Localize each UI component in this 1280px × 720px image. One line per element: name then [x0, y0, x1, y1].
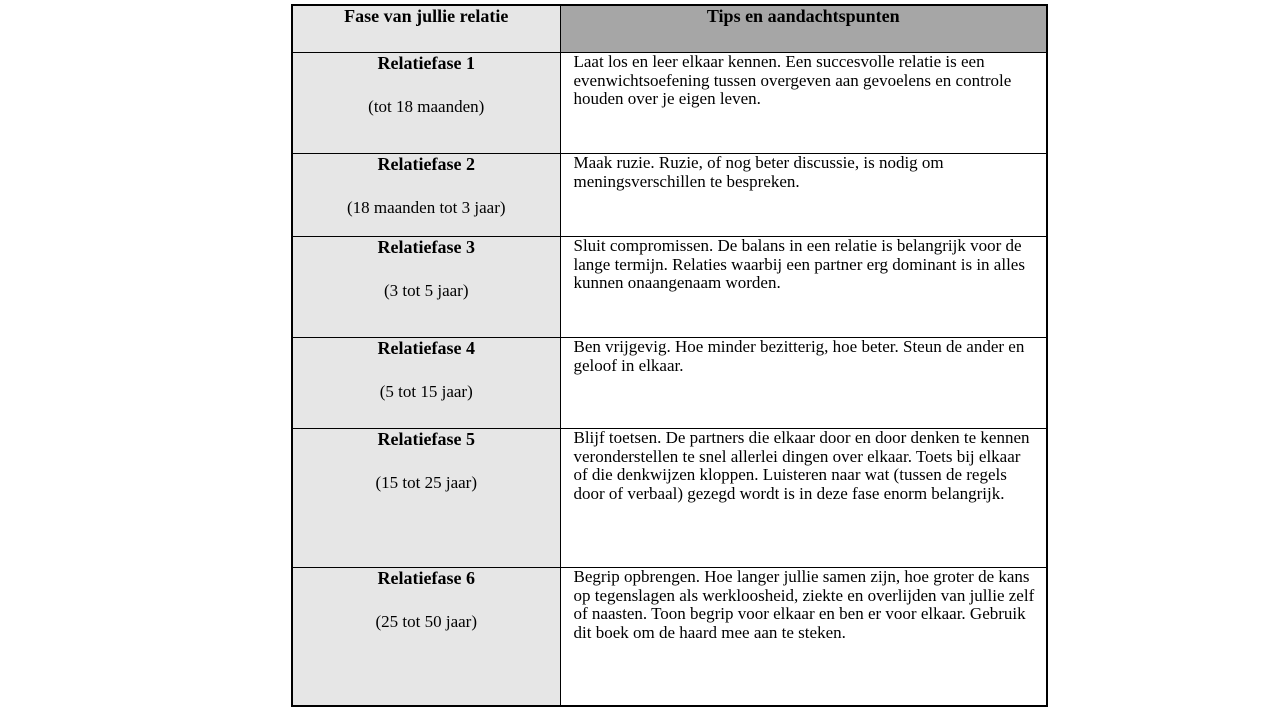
tips-text: Maak ruzie. Ruzie, of nog beter discussie, is nodig om meningsverschillen te bespreken. [573, 153, 944, 191]
tips-cell [560, 429, 1047, 568]
tips-text: Blijf toetsen. De partners die elkaar door en door denken te kennen veronderstellen te snel allerlei dingen over elkaar. Toets bij elkaar of die denkwijzen kloppen. Luisteren naar wat (tussen de regels door of verbaal) gezegd wordt is in deze fase enorm belangrijk. [573, 428, 1030, 503]
tips-cell [560, 338, 1047, 429]
phase-period: (3 tot 5 jaar) [384, 281, 469, 300]
table-header-row [292, 5, 1047, 53]
phase-cell [292, 154, 560, 237]
phase-title: Relatiefase 5 [377, 429, 475, 449]
table-row [292, 568, 1047, 706]
tips-cell [560, 53, 1047, 154]
relationship-phases-table [291, 4, 1048, 707]
header-tips: Tips en aandachtspunten [560, 5, 1047, 53]
tips-text: Laat los en leer elkaar kennen. Een succesvolle relatie is een evenwichtsoefening tussen overgeven aan gevoelens en controle houden over je eigen leven. [573, 52, 1012, 109]
table-row [292, 237, 1047, 338]
phase-cell [292, 338, 560, 429]
tips-text: Begrip opbrengen. Hoe langer jullie samen zijn, hoe groter de kans op tegenslagen als werkloosheid, ziekte en overlijden van jullie zelf of naasten. Toon begrip voor elkaar en ben er voor elkaar. Gebruik dit boek om de haard mee aan te steken. [573, 567, 1035, 642]
phase-title: Relatiefase 6 [377, 568, 475, 588]
tips-cell [560, 237, 1047, 338]
tips-cell [560, 154, 1047, 237]
table-row [292, 53, 1047, 154]
header-phase: Fase van jullie relatie [292, 5, 560, 53]
phase-cell [292, 568, 560, 706]
tips-text: Ben vrijgevig. Hoe minder bezitterig, hoe beter. Steun de ander en geloof in elkaar. [573, 337, 1025, 375]
phase-title: Relatiefase 4 [377, 338, 475, 358]
table-row [292, 154, 1047, 237]
phase-title: Relatiefase 1 [377, 53, 475, 73]
phase-cell [292, 237, 560, 338]
phase-cell [292, 53, 560, 154]
phase-title: Relatiefase 2 [377, 154, 475, 174]
phase-title: Relatiefase 3 [377, 237, 475, 257]
phase-period: (25 tot 50 jaar) [375, 612, 477, 631]
tips-cell [560, 568, 1047, 706]
tips-text: Sluit compromissen. De balans in een relatie is belangrijk voor de lange termijn. Relaties waarbij een partner erg dominant is in alles kunnen onaangenaam worden. [573, 236, 1025, 293]
phase-period: (5 tot 15 jaar) [379, 382, 473, 401]
phase-cell [292, 429, 560, 568]
phase-period: (tot 18 maanden) [368, 97, 485, 116]
phase-period: (18 maanden tot 3 jaar) [346, 198, 506, 217]
table-row [292, 429, 1047, 568]
table-row [292, 338, 1047, 429]
phase-period: (15 tot 25 jaar) [375, 473, 477, 492]
